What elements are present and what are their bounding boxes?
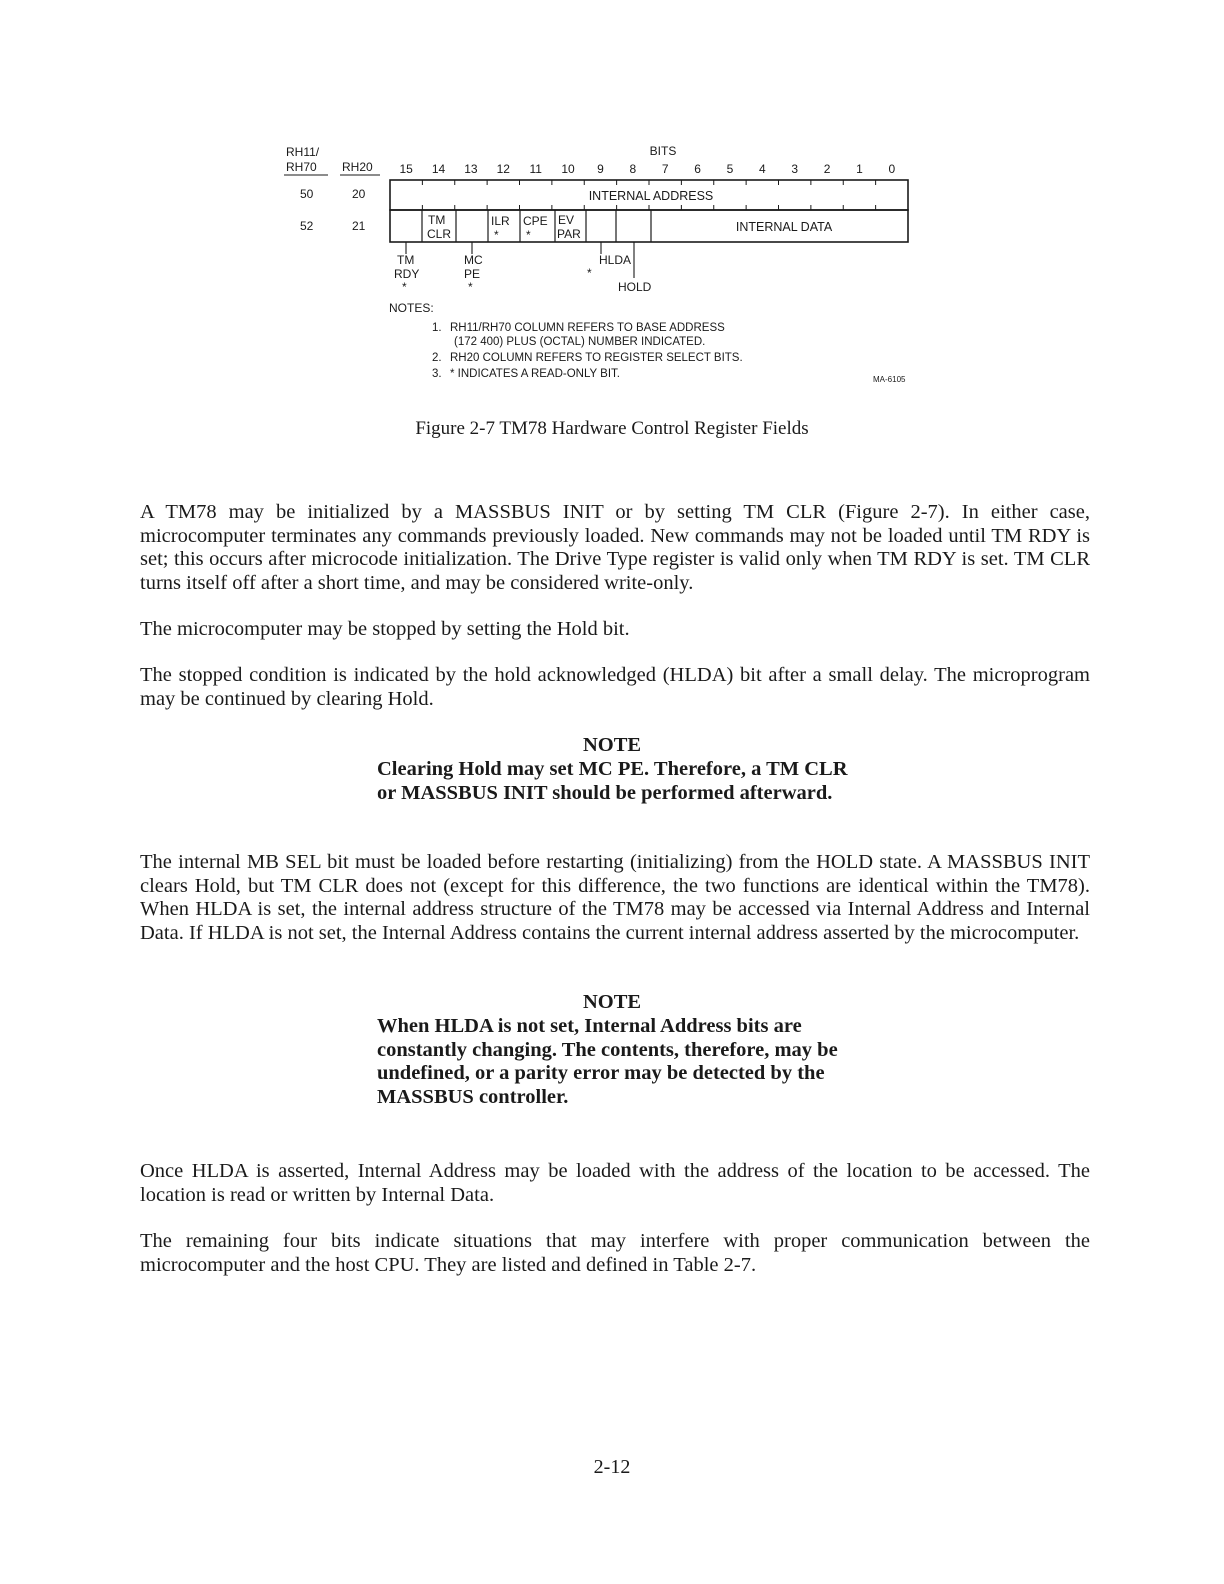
callout-hold: HOLD bbox=[618, 280, 652, 294]
note-2-heading: NOTE bbox=[582, 991, 642, 1013]
field-ilr-star: * bbox=[494, 228, 499, 242]
callout-mc-pe-star: * bbox=[468, 280, 473, 294]
note-1-line2: (172 400) PLUS (OCTAL) NUMBER INDICATED. bbox=[454, 336, 706, 348]
note-3-line1: * INDICATES A READ-ONLY BIT. bbox=[450, 368, 620, 380]
paragraph-hlda: The stopped condition is indicated by the hold acknowledged (HLDA) bit after a small delay. The microprogram may be continued by clearing Hold. bbox=[140, 664, 1090, 710]
figure-ref-code: MA-6105 bbox=[873, 375, 906, 384]
field-cpe: CPE bbox=[523, 214, 548, 228]
row1-rh20-addr: 20 bbox=[352, 187, 366, 201]
bit-number-5: 5 bbox=[726, 162, 734, 176]
callout-mc-pe-line1: MC bbox=[464, 253, 483, 267]
paragraph-mb-sel: The internal MB SEL bit must be loaded before restarting (initializing) from the HOLD state. A MASSBUS INIT clears Hold, but TM CLR does not (except for this difference, the two functions are identical within the TM78). When HLDA is set, the internal address structure of the TM78 may be accessed via Internal Address and Internal Data. If HLDA is not set, the Internal Address contains the current internal address asserted by the microcomputer. bbox=[140, 851, 1090, 944]
bit-number-8: 8 bbox=[629, 162, 637, 176]
paragraph-remaining-bits: The remaining four bits indicate situations that may interfere with proper communication between the microcomputer and the host CPU. They are listed and defined in Table 2-7. bbox=[140, 1230, 1090, 1276]
bit-number-14: 14 bbox=[431, 162, 446, 176]
note-1-body: Clearing Hold may set MC PE. Therefore, a TM CLR or MASSBUS INIT should be performed afterward. bbox=[377, 758, 848, 804]
paragraph-internal-address: Once HLDA is asserted, Internal Address may be loaded with the address of the location to be accessed. The location is read or written by Internal Data. bbox=[140, 1160, 1090, 1206]
note-1-line1: RH11/RH70 COLUMN REFERS TO BASE ADDRESS bbox=[450, 322, 725, 334]
bit-number-2: 2 bbox=[823, 162, 831, 176]
note-2-num: 2. bbox=[432, 352, 442, 364]
bit-number-15: 15 bbox=[399, 162, 413, 176]
col-header-rh20: RH20 bbox=[342, 160, 373, 174]
field-ev-par-line1: EV bbox=[558, 213, 575, 227]
note-2-body: When HLDA is not set, Internal Address bits are constantly changing. The contents, therefore, may be undefined, or a parity error may be detected by the MASSBUS controller. bbox=[377, 1015, 838, 1108]
note-1-heading: NOTE bbox=[582, 734, 642, 756]
field-ilr: ILR bbox=[491, 214, 510, 228]
bit-number-11: 11 bbox=[529, 162, 542, 176]
register-diagram bbox=[270, 138, 930, 398]
bit-number-13: 13 bbox=[464, 162, 478, 176]
figure-caption: Figure 2-7 TM78 Hardware Control Register Fields bbox=[415, 418, 809, 439]
row2-rh20-addr: 21 bbox=[352, 219, 366, 233]
callout-tm-rdy-line2: RDY bbox=[394, 267, 420, 281]
bit-number-10: 10 bbox=[561, 162, 575, 176]
callout-tm-rdy-line1: TM bbox=[397, 253, 415, 267]
callout-mc-pe-line2: PE bbox=[464, 267, 481, 281]
field-cpe-star: * bbox=[526, 228, 531, 242]
bit-number-row bbox=[400, 162, 896, 176]
notes-label: NOTES: bbox=[389, 301, 434, 315]
row1-rh11-addr: 50 bbox=[300, 187, 314, 201]
col-header-rh11: RH11/ bbox=[286, 145, 320, 159]
page-number: 2-12 bbox=[593, 1456, 631, 1478]
paragraph-hold-bit: The microcomputer may be stopped by setting the Hold bit. bbox=[140, 618, 630, 640]
field-internal-address: INTERNAL ADDRESS bbox=[588, 189, 714, 203]
row2-rh11-addr: 52 bbox=[300, 219, 314, 233]
field-internal-data: INTERNAL DATA bbox=[735, 220, 833, 234]
bit-number-4: 4 bbox=[758, 162, 766, 176]
callout-hlda-star: * bbox=[587, 266, 592, 280]
bit-number-1: 1 bbox=[856, 162, 863, 176]
bit-number-12: 12 bbox=[496, 162, 510, 176]
bit-number-0: 0 bbox=[888, 162, 896, 176]
note-1-num: 1. bbox=[432, 322, 442, 334]
paragraph-tm-clr: A TM78 may be initialized by a MASSBUS INIT or by setting TM CLR (Figure 2-7). In either case, microcomputer terminates any commands previously loaded. New commands may not be loaded until TM RDY is set; this occurs after microcode initialization. The Drive Type register is valid only when TM RDY is set. TM CLR turns itself off after a short time, and may be considered write-only. bbox=[140, 501, 1090, 594]
bit-number-3: 3 bbox=[791, 162, 799, 176]
col-header-rh70: RH70 bbox=[286, 160, 317, 174]
note-2-line1: RH20 COLUMN REFERS TO REGISTER SELECT BITS. bbox=[450, 352, 743, 364]
bits-label: BITS bbox=[649, 144, 677, 158]
note-3-num: 3. bbox=[432, 368, 442, 380]
callout-tm-rdy-star: * bbox=[402, 280, 407, 294]
bit-number-6: 6 bbox=[694, 162, 701, 176]
bit-number-9: 9 bbox=[597, 162, 604, 176]
bit-number-7: 7 bbox=[661, 162, 669, 176]
field-tm-clr-line1: TM bbox=[428, 213, 446, 227]
callout-hlda: HLDA bbox=[599, 253, 632, 267]
field-tm-clr-line2: CLR bbox=[427, 227, 452, 241]
field-ev-par-line2: PAR bbox=[557, 227, 581, 241]
